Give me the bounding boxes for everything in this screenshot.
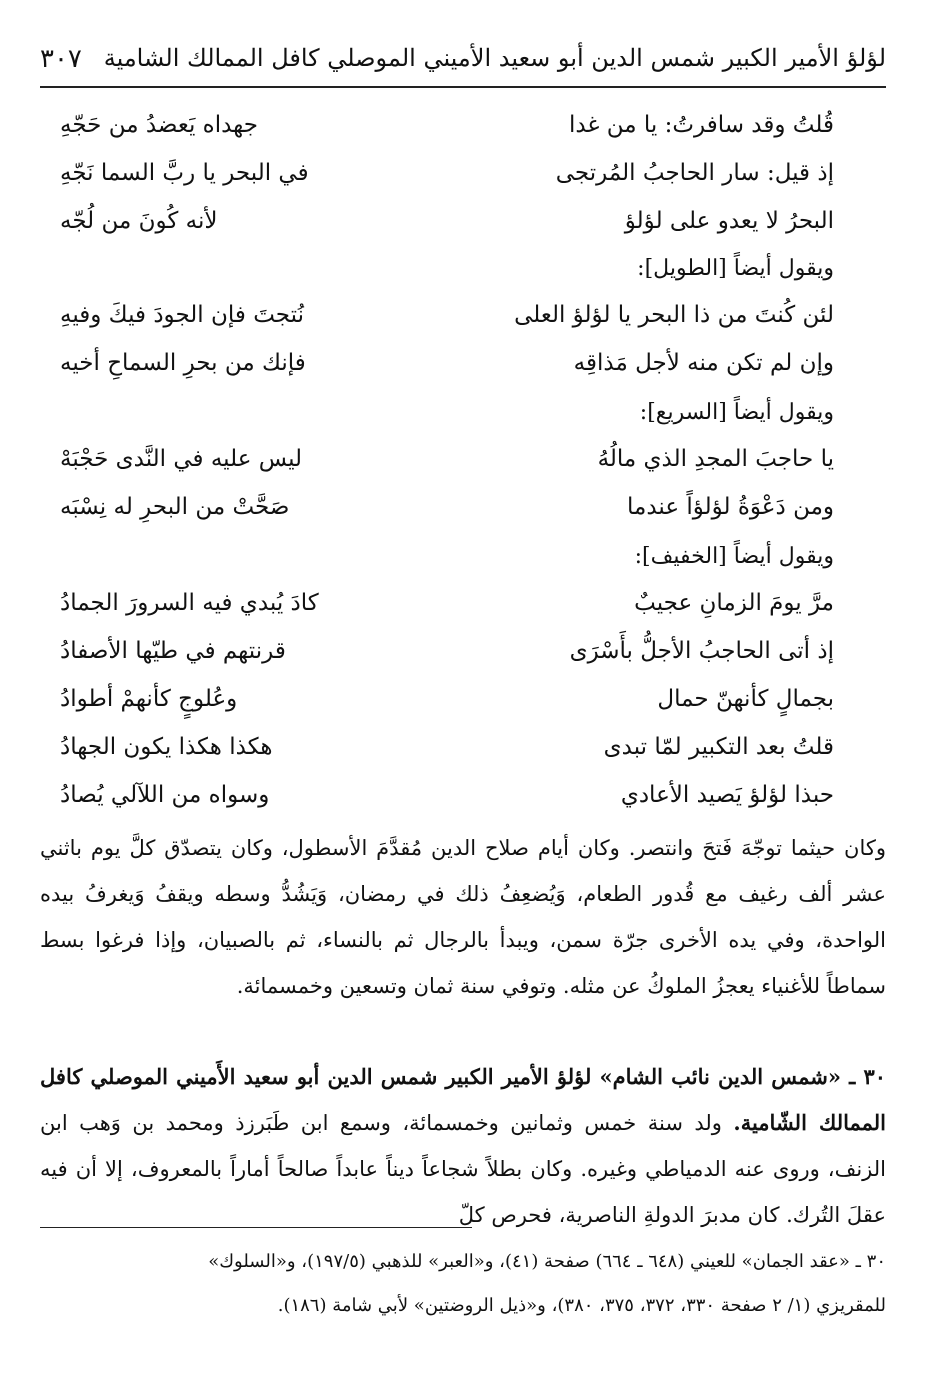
verse-line: [60, 590, 834, 630]
verse-first-hemistich: قُلتُ وقد سافرتُ: يا من غدا: [568, 112, 834, 138]
footnote: [40, 1240, 886, 1328]
running-title: لؤلؤ الأمير الكبير شمس الدين أبو سعيد الأميني الموصلي كافل الممالك الشامية: [103, 44, 886, 72]
entry-heading: ٣٠ ـ «شمس الدين نائب الشام» لؤلؤ الأمير الكبير شمس الدين أبو سعيد الأَميني الموصلي كافل الممالك الشّامية.: [40, 1064, 886, 1135]
verse-second-hemistich: نُتجتَ فإن الجودَ فيكَ وفيهِ: [60, 302, 304, 328]
footnote-line: للمقريزي (١/ ٢ صفحة ٣٣٠، ٣٧٢، ٣٧٥، ٣٨٠)، و«ذيل الروضتين» لأبي شامة (١٨٦).: [277, 1295, 886, 1316]
verse-line: [60, 734, 834, 774]
meter-label: ويقول أيضاً [الطويل]:: [637, 256, 834, 281]
verse-second-hemistich: ليس عليه في النَّدى حَجْبَهْ: [60, 446, 303, 472]
verse-line: [60, 446, 834, 486]
verse-second-hemistich: فإنك من بحرِ السماحِ أخيه: [60, 350, 306, 376]
meter-label: ويقول أيضاً [السريع]:: [639, 400, 834, 425]
entry-body: ولد سنة خمس وثمانين وخمسمائة، وسمع ابن طَبَرزذ ومحمد بن وَهب ابن الزنف، وروى عنه الدمياطي وغيره. وكان بطلاً شجاعاً ديناً عابداً صالحاً أماراً بالمعروف، إلا أن فيه عقلَ التُرك. كان مدبرَ الدولةِ الناصرية، فحرص كلّ: [40, 1111, 886, 1227]
verse-first-hemistich: حبذا لؤلؤ يَصيد الأعادي: [620, 782, 834, 808]
verse-first-hemistich: يا حاجبَ المجدِ الذي مالُهُ: [597, 446, 834, 472]
verse-second-hemistich: لأنه كُونَ من لُجّه: [60, 208, 218, 234]
verse-line: [60, 302, 834, 342]
verse-first-hemistich: البحرُ لا يعدو على لؤلؤ: [624, 208, 834, 234]
verse-first-hemistich: ومن دَعْوَةُ لؤلؤاً عندما: [627, 494, 834, 520]
verse-second-hemistich: كادَ يُبدي فيه السرورَ الجمادُ: [60, 590, 319, 616]
verse-line: [60, 112, 834, 152]
verse-line: [60, 638, 834, 678]
verse-line: [60, 350, 834, 390]
verse-line: [60, 782, 834, 822]
verse-first-hemistich: قلتُ بعد التكبير لمّا تبدى: [603, 734, 834, 760]
verse-first-hemistich: إذ قيل: سار الحاجبُ المُرتجى: [555, 160, 834, 186]
verse-first-hemistich: إذ أتى الحاجبُ الأجلُّ بأَسْرَى: [569, 638, 834, 664]
verse-line: [60, 160, 834, 200]
footnote-line: ٣٠ ـ «عقد الجمان» للعيني (٦٤٨ ـ ٦٦٤) صفحة (٤١)، و«العبر» للذهبي (١٩٧/٥)، و«السلوك»: [208, 1251, 886, 1272]
verse-first-hemistich: بجمالٍ كأنهنّ حمال: [657, 686, 834, 712]
verse-second-hemistich: قرنتهم في طيّها الأصفادُ: [60, 638, 286, 664]
verse-second-hemistich: جهداه يَعضدُ من حَجّهِ: [60, 112, 259, 138]
verse-second-hemistich: في البحر يا ربَّ السما نَجّهِ: [60, 160, 309, 186]
verse-second-hemistich: وسواه من اللآلي يُصادُ: [60, 782, 270, 808]
biography-entry: [40, 1054, 886, 1238]
footnote-divider: [40, 1227, 472, 1228]
verse-line: [60, 494, 834, 534]
verse-second-hemistich: صَحَّتْ من البحرِ له نِسْبَه: [60, 494, 290, 520]
meter-label: ويقول أيضاً [الخفيف]:: [634, 544, 834, 569]
verse-first-hemistich: لئن كُنتَ من ذا البحر يا لؤلؤ العلى: [514, 302, 834, 328]
verse-first-hemistich: وإن لم تكن منه لأجل مَذاقِه: [573, 350, 834, 376]
running-header: [40, 38, 886, 88]
verse-second-hemistich: هكذا هكذا يكون الجهادُ: [60, 734, 273, 760]
page-number: ٣٠٧: [40, 44, 82, 74]
verse-line: [60, 686, 834, 726]
verse-second-hemistich: وعُلوجٍ كأنهمْ أطوادُ: [60, 686, 238, 712]
verse-line: [60, 208, 834, 248]
prose-paragraph: وكان حيثما توجّهَ فَتحَ وانتصر. وكان أيام صلاح الدين مُقدَّمَ الأسطول، وكان يتصدّق كلَّ يوم باثني عشر ألف رغيف مع قُدور الطعام، وَيُضعِفُ ذلك في رمضان، وَيَشُدُّ وسطه ويقفُ وَيغرفُ بيده الواحدة، وفي يده الأخرى جرّة سمن، ويبدأ بالرجال ثم بالنساء، ثم بالصبيان، وإذا فرغوا بسط سماطاً للأغنياء يعجزُ الملوكُ عن مثله. وتوفي سنة ثمان وتسعين وخمسمائة.: [40, 836, 886, 998]
verse-first-hemistich: مرَّ يومَ الزمانِ عجيبٌ: [634, 590, 834, 616]
